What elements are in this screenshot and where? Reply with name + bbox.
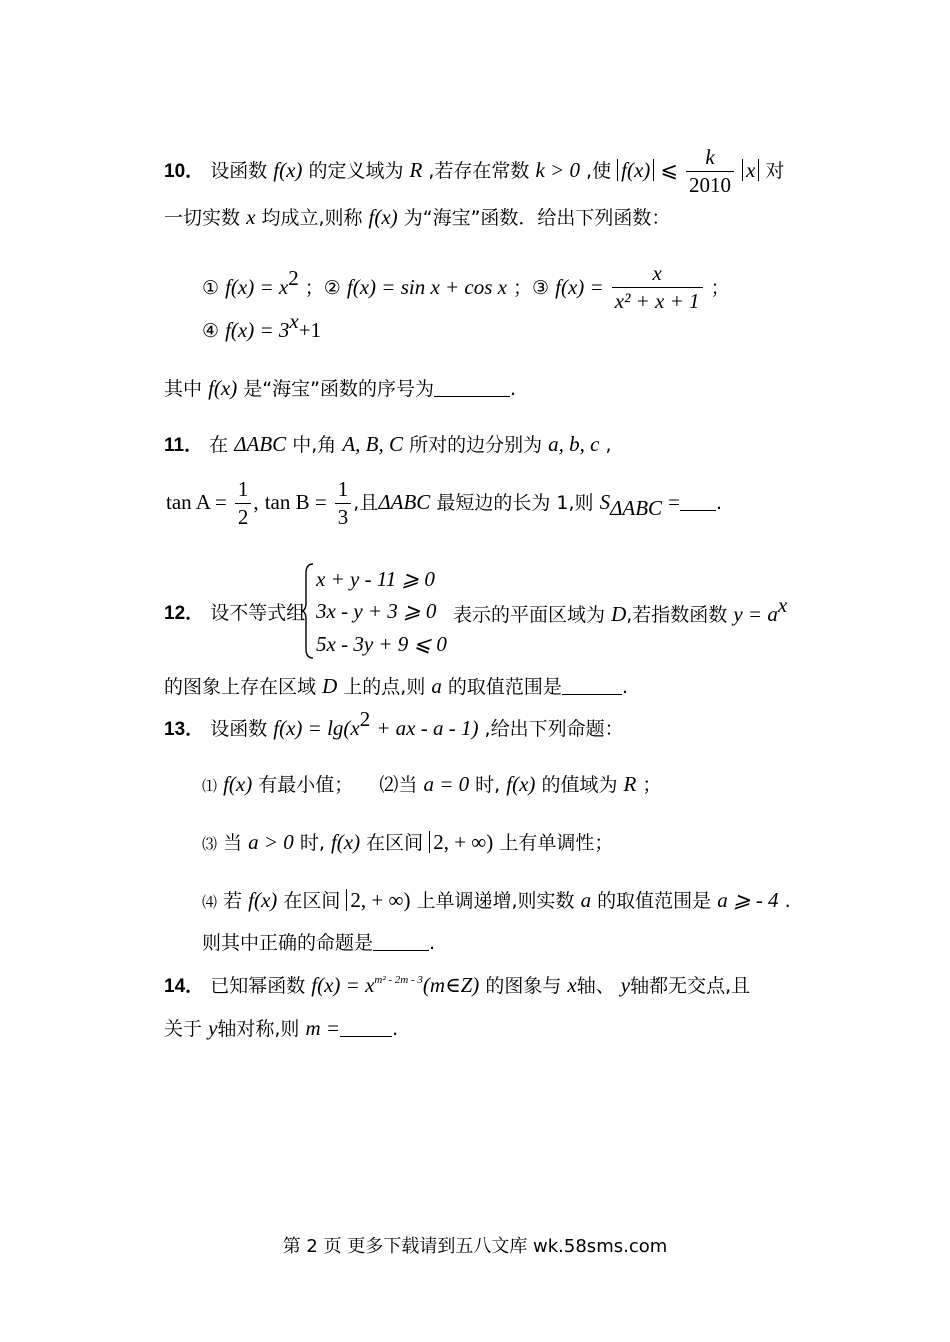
q11-text: 在	[209, 434, 229, 456]
q10-text: 是“海宝”函数的序号为	[243, 378, 434, 400]
q10-sep: ；	[710, 277, 730, 300]
q11-fracA-num: 1	[235, 478, 252, 504]
q11-sides: a, b, c	[548, 432, 600, 456]
q13-interval: 2, + ∞)	[346, 889, 410, 911]
q12-text: ,若指数函数	[626, 604, 728, 626]
q10-abs-x: x	[742, 159, 759, 181]
q14-func: f(x) = x	[311, 973, 375, 997]
q13-text: 在区间	[366, 832, 424, 854]
q13-interval: 2, + ∞)	[429, 831, 493, 853]
q14-func-sup: m² - 2m - 3	[374, 974, 423, 986]
q10-domain: R	[409, 158, 423, 183]
q13-func: f(x) = lg(x	[273, 716, 360, 740]
q11-line2	[166, 478, 722, 529]
q14-text: 的图象与	[485, 975, 562, 997]
q14-y: y	[208, 1016, 218, 1040]
q13-text: .	[784, 890, 791, 912]
q10-line4	[202, 309, 322, 342]
q13-func-sup: 2	[359, 707, 371, 731]
q13-p1: 有最小值；	[258, 774, 354, 796]
q11-answer-blank[interactable]	[680, 492, 716, 511]
q13-p4-num: ⑷	[202, 893, 218, 911]
q11-tanA: tan A =	[166, 490, 227, 515]
q14-text: 已知幂函数	[210, 975, 306, 997]
q13-text: 在区间	[283, 890, 341, 912]
q10-func3-num: x	[612, 262, 703, 288]
q13-func-f: f(x)	[506, 772, 536, 796]
q13-last	[202, 932, 435, 953]
q13-end: .	[429, 932, 436, 954]
q10-text: ,若存在常数	[428, 160, 530, 183]
q10-func3-lhs: f(x) =	[555, 275, 604, 300]
q11-end: .	[715, 492, 723, 515]
q12-line1-left	[164, 604, 305, 623]
q13-p1-num: ⑴	[202, 777, 218, 795]
q11-triangle: ΔABC	[234, 432, 287, 456]
q11-fracB-num: 1	[335, 478, 352, 504]
q10-func4: f(x) = 3	[225, 318, 290, 342]
q11-fracB	[335, 478, 352, 529]
q10-func: f(x)	[368, 205, 398, 229]
q10-circle-1: ①	[202, 277, 220, 300]
q13-func-tail: + ax - a - 1)	[376, 716, 479, 740]
q11-area-sub: ΔABC	[610, 496, 663, 521]
q11-fracA	[235, 478, 252, 529]
q11-comma: ,	[253, 490, 259, 515]
q14-line1	[164, 975, 750, 996]
q11-equals: =	[668, 490, 680, 515]
q13-p2-num: ⑵当	[379, 774, 418, 796]
q13-p3-cond: a > 0	[248, 830, 294, 854]
q13-p4-cond: a ⩾ - 4	[717, 888, 779, 912]
q13-line1	[164, 707, 624, 740]
q14-text: 关于	[164, 1018, 203, 1040]
q12-text: 的图象上存在区域	[164, 676, 317, 698]
q10-text: 其中	[164, 378, 203, 400]
q13-text: 则其中正确的命题是	[202, 932, 374, 954]
q12-ineq-1: x + y - 11 ⩾ 0	[316, 567, 435, 591]
q12-ineq-3: 5x - 3y + 9 ⩽ 0	[316, 632, 447, 656]
q13-text: 时,	[299, 832, 325, 854]
q12-end: .	[621, 676, 628, 698]
q10-line2	[164, 207, 670, 228]
q10-line3	[202, 262, 730, 313]
q10-text: 的定义域为	[308, 160, 404, 183]
q14-text: 轴都无交点,且	[630, 975, 751, 997]
q13-func-f: f(x)	[248, 888, 278, 912]
q14-text: 轴、	[576, 975, 615, 997]
q13-p2-cond: a = 0	[423, 772, 470, 796]
q12-line1-right	[453, 593, 788, 626]
q10-text: 对	[765, 160, 785, 183]
q13-text: 当	[223, 832, 243, 854]
q12-region: D	[322, 674, 338, 698]
q14-y: y	[620, 973, 631, 997]
q10-sep: ；②	[304, 277, 341, 300]
q14-end: .	[392, 1018, 399, 1040]
q11-text: 最短边的长为 1,则	[436, 492, 594, 515]
q13-text: 设函数	[210, 718, 268, 740]
q14-number: 14．	[164, 976, 205, 997]
q12-number: 12．	[164, 603, 205, 624]
q10-line5	[164, 378, 516, 399]
q10-func: f(x)	[273, 158, 303, 183]
q11-area: S	[599, 490, 611, 515]
q11-text: 所对的边分别为	[409, 434, 543, 456]
q11-angles: A, B, C	[342, 432, 404, 456]
q12-exp-func: y = a	[733, 602, 778, 626]
q14-x: x	[567, 973, 577, 997]
q10-line1: 10． 设函数 f(x) 的定义域为 R ,若存在常数 k > 0 ,使 f(x) ⩽ $\frac{k}{2010}$ x 对	[164, 145, 785, 198]
q10-func2: f(x) = sin x + cos x	[346, 275, 507, 300]
q13-number: 13．	[164, 719, 205, 740]
q11-fracA-den: 2	[237, 505, 249, 530]
q14-line2	[164, 1018, 398, 1039]
q14-text: 轴对称,则	[217, 1018, 300, 1040]
q10-x: x	[246, 205, 256, 229]
q10-k-cond: k > 0	[535, 158, 580, 183]
q13-text: 时,	[475, 774, 501, 796]
q11-text: ,	[605, 434, 612, 456]
q12-text: 表示的平面区域为	[453, 604, 606, 626]
q13-text: 若	[223, 890, 243, 912]
q10-text: 为“海宝”函数．给出下列函数：	[403, 207, 671, 229]
q11-fracB-den: 3	[337, 505, 349, 530]
q13-text: 上有单调性；	[499, 832, 614, 854]
q13-answer-blank[interactable]	[373, 932, 429, 951]
q13-func-f: f(x)	[223, 772, 253, 796]
q13-R: R	[623, 772, 637, 796]
q11-triangle: ΔABC	[378, 490, 431, 515]
q13-func-f: f(x)	[330, 830, 361, 854]
q12-text: 的取值范围是	[447, 676, 562, 698]
q13-text: 上单调递增,则实数	[416, 890, 575, 912]
q12-a: a	[431, 674, 442, 698]
q11-line1	[164, 434, 612, 455]
q10-abs-fx: f(x)	[617, 159, 654, 181]
q10-func1: f(x) = x	[225, 275, 289, 300]
page-footer: 第 2 页 更多下载请到五八文库 wk.58sms.com	[282, 1236, 668, 1257]
q10-func4-exp: x	[289, 309, 299, 333]
q10-func: f(x)	[208, 376, 238, 400]
q12-text: 上的点,则	[343, 676, 426, 698]
q13-a: a	[580, 888, 592, 912]
q10-frac-num: k	[686, 146, 734, 172]
q10-func4-tail: +1	[298, 318, 322, 342]
q11-number: 11．	[164, 435, 204, 456]
q14-cond: (m∈Z)	[422, 973, 480, 997]
q10-func1-exp: 2	[288, 266, 299, 291]
q10-frac-den: 2010	[688, 173, 731, 198]
q11-tanB: tan B =	[264, 490, 327, 515]
q13-text: 的值域为	[541, 774, 618, 796]
q10-text: 均成立,则称	[261, 207, 363, 229]
q11-text: ,且	[353, 492, 379, 515]
q12-answer-blank[interactable]	[562, 676, 622, 695]
q10-sep: ；③	[513, 277, 550, 300]
q12-ineq-2: 3x - y + 3 ⩾ 0	[316, 599, 437, 623]
q10-fraction	[686, 146, 734, 197]
q11-text: 中,角	[292, 434, 337, 456]
q12-text: 设不等式组	[210, 602, 306, 624]
q10-func3-fraction	[612, 262, 703, 313]
q10-text: 设函数	[210, 160, 268, 183]
q12-region: D	[611, 602, 627, 626]
q13-text: 的取值范围是	[597, 890, 712, 912]
q10-text: ,使	[586, 160, 612, 183]
q13-prop3	[202, 831, 613, 853]
q13-prop4	[202, 889, 791, 911]
q10-func3-den: x² + x + 1	[614, 289, 700, 314]
q10-end: .	[509, 378, 516, 400]
q13-text: ；	[642, 774, 662, 796]
q14-answer-blank[interactable]	[340, 1018, 392, 1037]
q12-exp-func-sup: x	[777, 593, 788, 617]
q12-line2	[164, 676, 628, 697]
q13-p3-num: ⑶	[202, 835, 218, 853]
q10-text: 一切实数	[164, 207, 241, 229]
q14-m: m =	[305, 1016, 341, 1040]
q13-text: ,给出下列命题：	[484, 718, 624, 740]
q10-number: 10．	[164, 161, 205, 183]
q10-answer-blank[interactable]	[434, 378, 510, 397]
q10-circle-4: ④	[202, 320, 220, 342]
q13-prop1-2	[202, 774, 661, 795]
